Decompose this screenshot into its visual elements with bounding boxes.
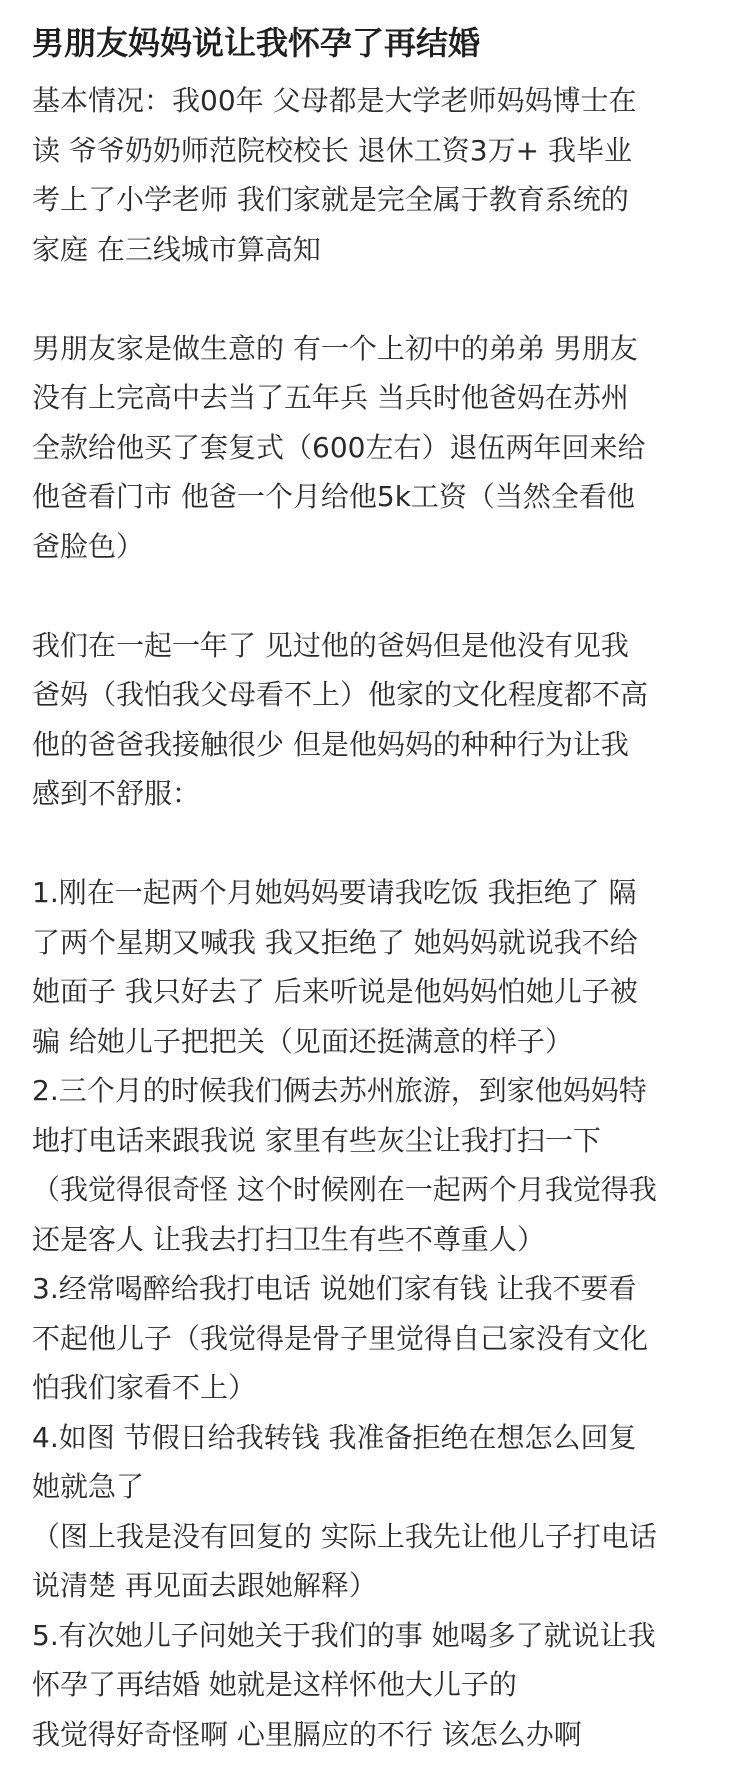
text-line: 家庭 在三线城市算高知 xyxy=(32,232,321,266)
text-line: 读 爷爷奶奶师范院校校长 退休工资3万+ 我毕业 xyxy=(32,133,632,167)
text-line: 爸脸色） xyxy=(32,529,145,563)
paragraph-boyfriend-family xyxy=(32,324,732,572)
text-line: 说清楚 再见面去跟她解释） xyxy=(32,1569,377,1602)
text-line: 她面子 我只好去了 后来听说是他妈妈怕她儿子被 xyxy=(32,975,638,1008)
post-title: 男朋友妈妈说让我怀孕了再结婚 xyxy=(32,24,481,62)
text-line: 全款给他买了套复式（600左右）退伍两年回来给 xyxy=(32,430,646,464)
text-line: 不起他儿子（我觉得是骨子里觉得自己家没有文化 xyxy=(32,1321,649,1355)
paragraph-list-of-events xyxy=(32,868,732,1759)
text-line: 男朋友家是做生意的 有一个上初中的弟弟 男朋友 xyxy=(32,331,638,365)
text-line: 他的爸爸我接触很少 但是他妈妈的种种行为让我 xyxy=(32,727,629,761)
text-line: 感到不舒服： xyxy=(32,777,201,810)
text-line: 他爸看门市 他爸一个月给他5k工资（当然全看他 xyxy=(32,480,635,513)
paragraph-relationship xyxy=(32,621,732,819)
text-line: 我觉得好奇怪啊 心里膈应的不行 该怎么办啊 xyxy=(32,1717,582,1751)
text-line: 骗 给她儿子把把关（见面还挺满意的样子） xyxy=(32,1024,573,1058)
text-line: 5.有次她儿子问她关于我们的事 她喝多了就说让我 xyxy=(32,1618,656,1652)
paragraph-spacer xyxy=(32,274,732,324)
text-line: 考上了小学老师 我们家就是完全属于教育系统的 xyxy=(32,183,629,216)
text-line: 怀孕了再结婚 她就是这样怀他大儿子的 xyxy=(32,1668,517,1701)
text-line: 3.经常喝醉给我打电话 说她们家有钱 让我不要看 xyxy=(32,1272,637,1305)
text-line: 地打电话来跟我说 家里有些灰尘让我打扫一下 xyxy=(32,1123,601,1157)
text-line: 爸妈（我怕我父母看不上）他家的文化程度都不高 xyxy=(32,678,649,711)
text-line: 了两个星期又喊我 我又拒绝了 她妈妈就说我不给 xyxy=(32,925,638,959)
text-line: 没有上完高中去当了五年兵 当兵时他爸妈在苏州 xyxy=(32,381,629,414)
text-line: （图上我是没有回复的 实际上我先让他儿子打电话 xyxy=(32,1519,657,1553)
text-line: （我觉得很奇怪 这个时候刚在一起两个月我觉得我 xyxy=(32,1173,657,1206)
paragraph-spacer xyxy=(32,819,732,869)
paragraph-background xyxy=(32,76,732,274)
text-line: 我们在一起一年了 见过他的爸妈但是他没有见我 xyxy=(32,628,629,662)
text-line: 1.刚在一起两个月她妈妈要请我吃饭 我拒绝了 隔 xyxy=(32,876,637,909)
text-line: 2.三个月的时候我们俩去苏州旅游，到家他妈妈特 xyxy=(32,1074,647,1107)
post-body xyxy=(32,18,732,1759)
text-line: 基本情况：我00年 父母都是大学老师妈妈博士在 xyxy=(32,84,637,117)
paragraph-spacer xyxy=(32,571,732,621)
text-line: 4.如图 节假日给我转钱 我准备拒绝在想怎么回复 xyxy=(32,1420,637,1454)
text-line: 她就急了 xyxy=(32,1470,145,1503)
text-line: 怕我们家看不上） xyxy=(32,1371,257,1404)
text-line: 还是客人 让我去打扫卫生有些不尊重人） xyxy=(32,1222,545,1256)
